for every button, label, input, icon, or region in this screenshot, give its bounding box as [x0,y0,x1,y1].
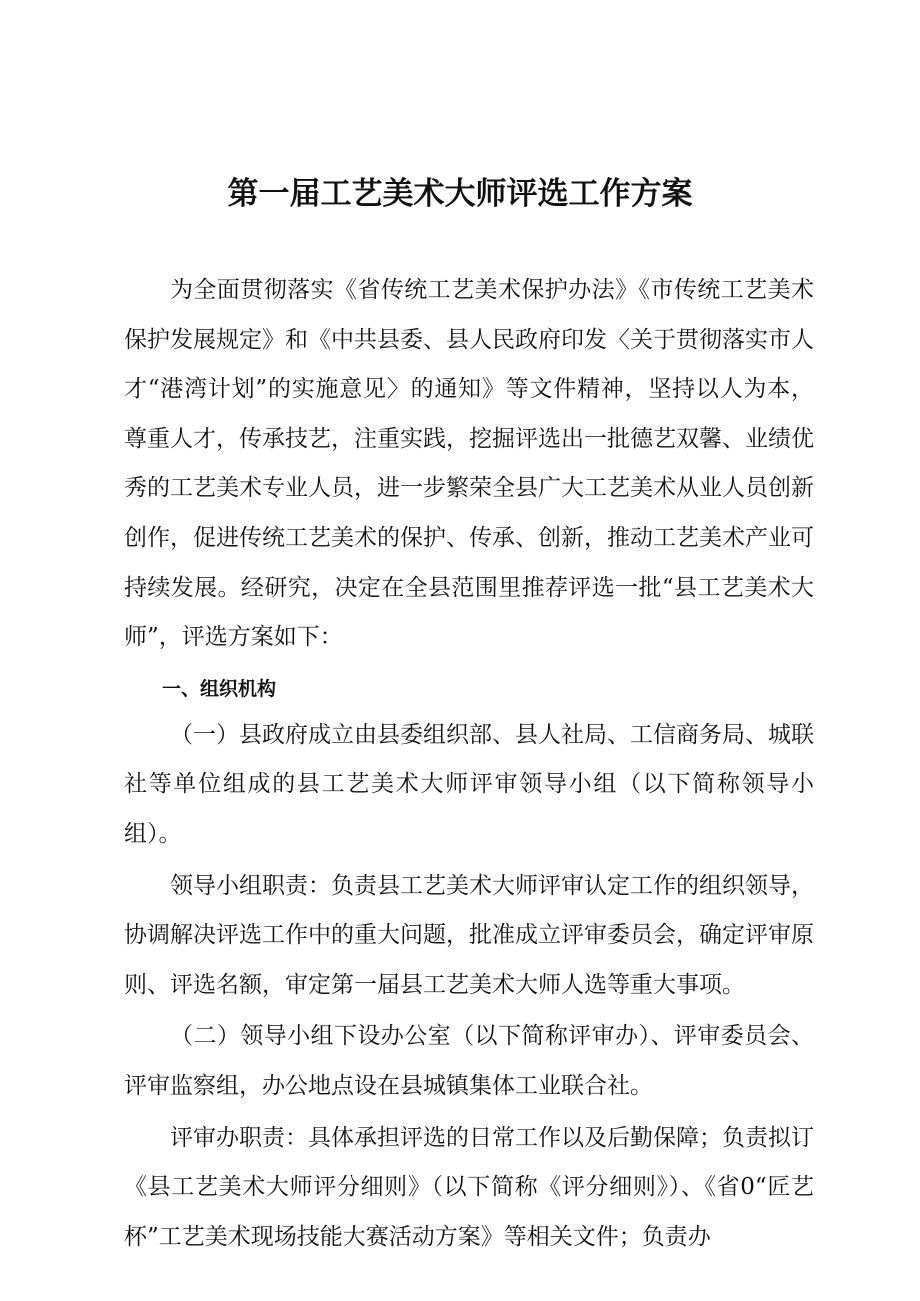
document-title: 第一届工艺美术大师评选工作方案 [227,176,693,212]
leading-group-duties-paragraph: 领导小组职责：负责县工艺美术大师评审认定工作的组织领导，协调解决评选工作中的重大问题，批准成立评审委员会，确定评审原则、评选名额，审定第一届县工艺美术大师人选等重大事项。 [124,872,814,998]
office-duties-paragraph: 评审办职责：具体承担评选的日常工作以及后勤保障；负责拟订《县工艺美术大师评分细则》（以下简称《评分细则》）、《省0“匠艺杯”工艺美术现场技能大赛活动方案》等相关文件；负责办 [124,1124,814,1250]
item-two-paragraph: （二）领导小组下设办公室（以下简称评审办）、评审委员会、评审监察组，办公地点设在县城镇集体工业联合社。 [124,1023,814,1099]
section-heading-organization: 一、组织机构 [162,677,277,700]
item-one-paragraph: （一）县政府成立由县委组织部、县人社局、工信商务局、城联社等单位组成的县工艺美术大师评审领导小组（以下简称领导小组）。 [124,721,814,847]
intro-paragraph: 为全面贯彻落实《省传统工艺美术保护办法》《市传统工艺美术保护发展规定》和《中共县委、县人民政府印发〈关于贯彻落实市人才“港湾计划”的实施意见〉的通知》等文件精神，坚持以人为本，尊重人才，传承技艺，注重实践，挖掘评选出一批德艺双馨、业绩优秀的工艺美术专业人员，进一步繁荣全县广大工艺美术从业人员创新创作，促进传统工艺美术的保护、传承、创新，推动工艺美术产业可持续发展。经研究，决定在全县范围里推荐评选一批“县工艺美术大师”，评选方案如下： [124,277,814,651]
document-body [124,266,814,1262]
